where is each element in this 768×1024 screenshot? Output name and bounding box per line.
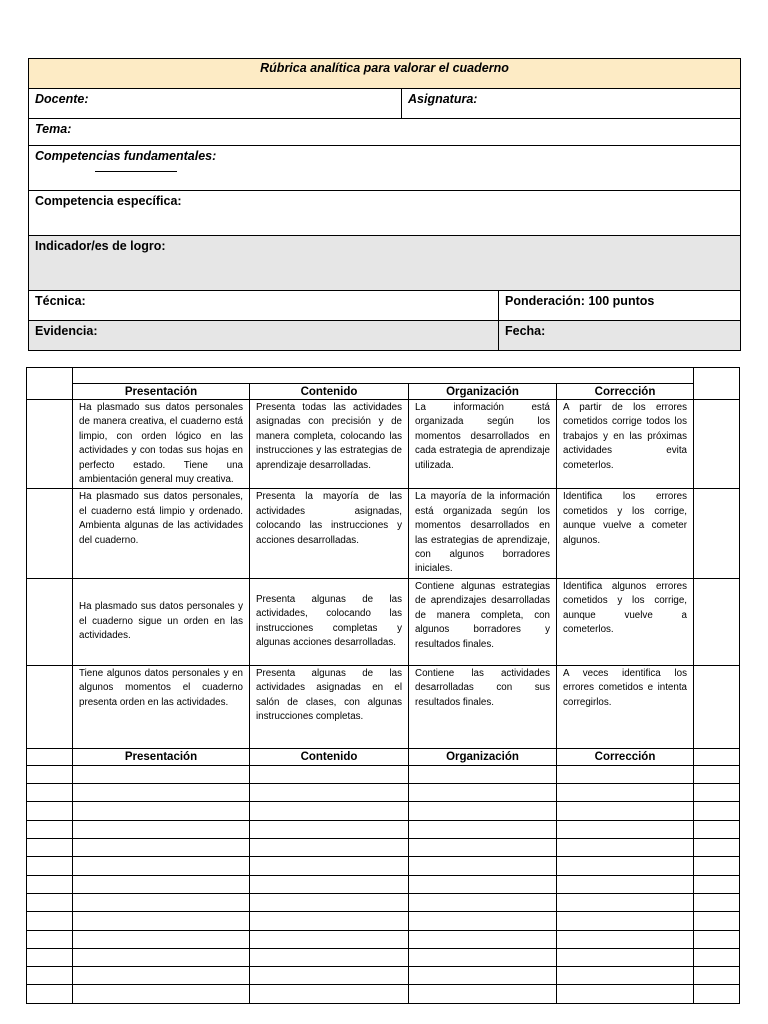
blank-row <box>27 839 740 857</box>
blank-cell[interactable] <box>409 839 557 857</box>
header-row <box>27 748 740 765</box>
blank-cell[interactable] <box>250 839 409 857</box>
blank-cell[interactable] <box>557 912 694 930</box>
blank-cell[interactable] <box>73 765 250 783</box>
fecha-field[interactable]: Fecha: <box>499 321 741 351</box>
corner-cell <box>27 748 73 765</box>
blank-cell[interactable] <box>250 820 409 838</box>
rubric-cell: Ha plasmado sus datos personales, el cuaderno está limpio y ordenado. Ambienta algunas de las actividades del cuaderno. <box>73 489 250 578</box>
blank-cell[interactable] <box>250 857 409 875</box>
blank-cell[interactable] <box>409 784 557 802</box>
blank-row <box>27 893 740 911</box>
blank-cell[interactable] <box>409 985 557 1003</box>
blank-cell[interactable] <box>557 875 694 893</box>
rubric-row <box>27 489 740 578</box>
competencias-field[interactable] <box>29 146 741 191</box>
header-correccion: Corrección <box>557 748 694 765</box>
form-title: Rúbrica analítica para valorar el cuaderno <box>29 59 741 89</box>
blank-cell[interactable] <box>250 930 409 948</box>
rubric-cell: Presenta todas las actividades asignadas con precisión y de manera completa, colocando las instrucciones y las estrategias de aprendizaje desarrolladas. <box>250 400 409 489</box>
blank-row <box>27 912 740 930</box>
corner-cell <box>694 368 740 400</box>
docente-field[interactable]: Docente: <box>29 89 402 119</box>
blank-cell[interactable] <box>557 893 694 911</box>
blank-cell[interactable] <box>250 985 409 1003</box>
blank-cell[interactable] <box>27 875 73 893</box>
top-blank-cell <box>73 368 694 384</box>
blank-cell[interactable] <box>557 985 694 1003</box>
tecnica-field[interactable]: Técnica: <box>29 291 499 321</box>
rubric-cell: La información está organizada según los momentos desarrollados en cada estrategia de aprendizaje utilizada. <box>409 400 557 489</box>
blank-cell[interactable] <box>73 820 250 838</box>
score-cell[interactable] <box>27 578 73 665</box>
blank-cell[interactable] <box>27 948 73 966</box>
blank-cell[interactable] <box>694 839 740 857</box>
blank-cell[interactable] <box>409 857 557 875</box>
header-presentacion: Presentación <box>73 748 250 765</box>
blank-cell[interactable] <box>694 967 740 985</box>
blank-cell[interactable] <box>409 875 557 893</box>
blank-cell[interactable] <box>694 893 740 911</box>
blank-cell[interactable] <box>73 893 250 911</box>
blank-cell[interactable] <box>27 893 73 911</box>
blank-row <box>27 875 740 893</box>
blank-cell[interactable] <box>73 784 250 802</box>
blank-cell[interactable] <box>409 912 557 930</box>
blank-cell[interactable] <box>557 820 694 838</box>
blank-cell[interactable] <box>250 875 409 893</box>
rubric-row <box>27 578 740 665</box>
blank-cell[interactable] <box>557 967 694 985</box>
blank-cell[interactable] <box>27 802 73 820</box>
blank-cell[interactable] <box>73 857 250 875</box>
corner-cell <box>694 748 740 765</box>
blank-cell[interactable] <box>409 948 557 966</box>
rubric-cell: Ha plasmado sus datos personales de manera creativa, el cuaderno está limpio, con orden lógico en las actividades y con todas sus hojas en perfecto estado. Tiene una ambientación general muy creativa. <box>73 400 250 489</box>
score-cell[interactable] <box>27 665 73 748</box>
blank-cell[interactable] <box>557 857 694 875</box>
blank-cell[interactable] <box>27 839 73 857</box>
blank-cell[interactable] <box>73 875 250 893</box>
rubric-cell: Identifica algunos errores cometidos y los corrige, aunque vuelve a cometerlos. <box>557 578 694 665</box>
blank-cell[interactable] <box>409 765 557 783</box>
header-organizacion: Organización <box>409 384 557 400</box>
competencia-especifica-field[interactable]: Competencia específica: <box>29 191 741 236</box>
tema-field[interactable]: Tema: <box>29 119 741 146</box>
header-correccion: Corrección <box>557 384 694 400</box>
rubric-cell: A partir de los errores cometidos corrige todos los trabajos y en las próximas actividades evita cometerlos. <box>557 400 694 489</box>
rubric-cell: Presenta algunas de las actividades asignadas en el salón de clases, con algunas instrucciones completas. <box>250 665 409 748</box>
score-cell[interactable] <box>694 665 740 748</box>
blank-cell[interactable] <box>73 912 250 930</box>
rubric-cell: A veces identifica los errores cometidos e intenta corregirlos. <box>557 665 694 748</box>
blank-row <box>27 967 740 985</box>
rubric-info-form <box>28 58 741 351</box>
rubric-cell: Contiene algunas estrategias de aprendizajes desarrolladas de manera completa, con algunos borradores y resultados finales. <box>409 578 557 665</box>
blank-cell[interactable] <box>27 912 73 930</box>
blank-cell[interactable] <box>694 784 740 802</box>
blank-cell[interactable] <box>694 820 740 838</box>
rubric-row <box>27 665 740 748</box>
rubric-cell: Presenta algunas de las actividades, colocando las instrucciones completas y algunas acciones desarrolladas. <box>250 578 409 665</box>
rubric-cell: Contiene las actividades desarrolladas con sus resultados finales. <box>409 665 557 748</box>
asignatura-field[interactable]: Asignatura: <box>402 89 741 119</box>
rubric-cell: Tiene algunos datos personales y en algunos momentos el cuaderno presenta orden en las actividades. <box>73 665 250 748</box>
score-cell[interactable] <box>694 400 740 489</box>
header-organizacion: Organización <box>409 748 557 765</box>
blank-cell[interactable] <box>694 912 740 930</box>
blank-cell[interactable] <box>27 765 73 783</box>
blank-row <box>27 930 740 948</box>
blank-cell[interactable] <box>694 802 740 820</box>
blank-cell[interactable] <box>250 893 409 911</box>
blank-cell[interactable] <box>557 930 694 948</box>
blank-cell[interactable] <box>27 784 73 802</box>
blank-cell[interactable] <box>27 967 73 985</box>
blank-cell[interactable] <box>557 765 694 783</box>
rubric-cell: Identifica los errores cometidos y los corrige, aunque vuelve a cometer algunos. <box>557 489 694 578</box>
blank-cell[interactable] <box>73 930 250 948</box>
rubric-cell: La mayoría de la información está organizada según los momentos desarrollados en las estrategias de aprendizaje, con algunos borradores iniciales. <box>409 489 557 578</box>
blank-row <box>27 857 740 875</box>
header-row <box>27 384 740 400</box>
blank-cell[interactable] <box>73 839 250 857</box>
blank-cell[interactable] <box>250 912 409 930</box>
blank-cell[interactable] <box>250 802 409 820</box>
blank-cell[interactable] <box>27 857 73 875</box>
rubric-cell: Presenta la mayoría de las actividades asignadas, colocando las instrucciones y acciones desarrolladas. <box>250 489 409 578</box>
blank-row <box>27 985 740 1003</box>
blank-cell[interactable] <box>27 820 73 838</box>
score-cell[interactable] <box>694 578 740 665</box>
blank-cell[interactable] <box>557 948 694 966</box>
blank-cell[interactable] <box>409 802 557 820</box>
blank-cell[interactable] <box>694 948 740 966</box>
blank-cell[interactable] <box>73 802 250 820</box>
competencias-label: Competencias fundamentales: <box>35 149 217 163</box>
blank-row <box>27 948 740 966</box>
blank-cell[interactable] <box>250 967 409 985</box>
blank-cell[interactable] <box>250 765 409 783</box>
score-cell[interactable] <box>27 400 73 489</box>
blank-rows <box>27 765 740 1003</box>
blank-cell[interactable] <box>250 784 409 802</box>
blank-cell[interactable] <box>557 784 694 802</box>
blank-cell[interactable] <box>694 857 740 875</box>
blank-row <box>27 765 740 783</box>
blank-cell[interactable] <box>250 948 409 966</box>
rubric-table <box>26 367 740 1004</box>
blank-cell[interactable] <box>409 930 557 948</box>
blank-cell[interactable] <box>694 985 740 1003</box>
blank-underline <box>95 171 177 172</box>
blank-cell[interactable] <box>409 893 557 911</box>
rubric-cell: Ha plasmado sus datos personales y el cuaderno sigue un orden en las actividades. <box>73 578 250 665</box>
blank-cell[interactable] <box>27 930 73 948</box>
blank-row <box>27 820 740 838</box>
blank-cell[interactable] <box>694 875 740 893</box>
blank-cell[interactable] <box>73 985 250 1003</box>
blank-cell[interactable] <box>557 802 694 820</box>
blank-row <box>27 784 740 802</box>
blank-cell[interactable] <box>73 948 250 966</box>
header-contenido: Contenido <box>250 384 409 400</box>
blank-cell[interactable] <box>694 765 740 783</box>
blank-cell[interactable] <box>73 967 250 985</box>
score-cell[interactable] <box>27 489 73 578</box>
evidencia-field[interactable]: Evidencia: <box>29 321 499 351</box>
ponderacion-field: Ponderación: 100 puntos <box>499 291 741 321</box>
score-cell[interactable] <box>694 489 740 578</box>
blank-cell[interactable] <box>557 839 694 857</box>
blank-cell[interactable] <box>694 930 740 948</box>
blank-cell[interactable] <box>27 985 73 1003</box>
blank-cell[interactable] <box>409 967 557 985</box>
header-presentacion: Presentación <box>73 384 250 400</box>
blank-row <box>27 802 740 820</box>
indicador-logro-field[interactable]: Indicador/es de logro: <box>29 236 741 291</box>
header-contenido: Contenido <box>250 748 409 765</box>
corner-cell <box>27 368 73 400</box>
rubric-row <box>27 400 740 489</box>
blank-cell[interactable] <box>409 820 557 838</box>
